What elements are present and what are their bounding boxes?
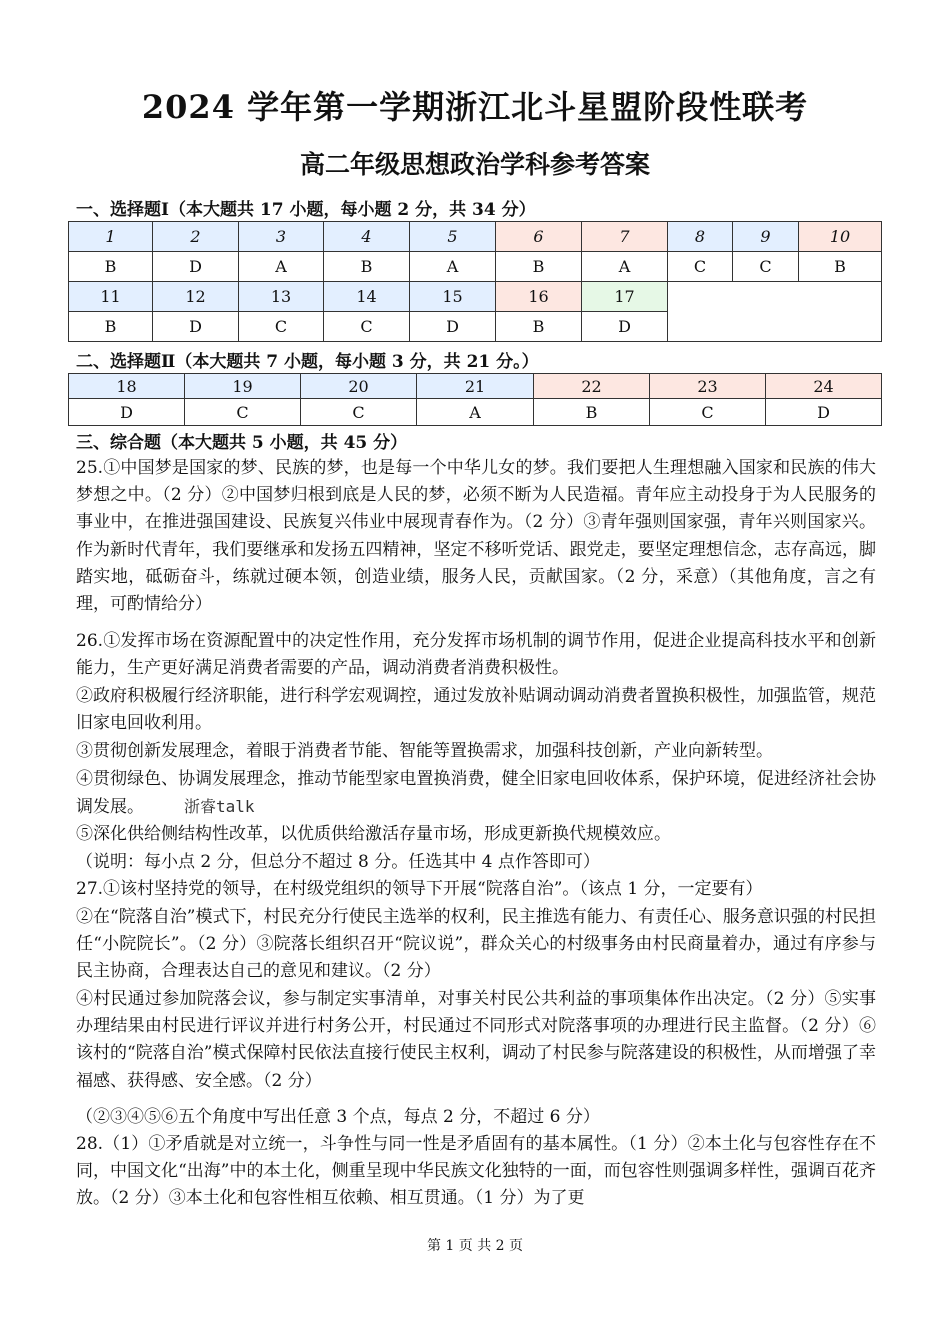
- answer-26-point-4: [76, 766, 876, 821]
- answer-cell: A: [582, 252, 668, 282]
- answer-cell: D: [69, 399, 185, 426]
- page-subtitle: 高二年级思想政治学科参考答案: [299, 150, 650, 179]
- answer-cell: C: [185, 399, 301, 426]
- question-number: 11: [69, 282, 153, 312]
- section1-answer-table: [68, 221, 882, 342]
- question-number: 13: [239, 282, 324, 312]
- answer-28: 28.（1）①矛盾就是对立统一，斗争性与同一性是矛盾固有的基本属性。（1 分）②本土化与包容性存在不同，中国文化“出海”中的本土化，侧重呈现中华民族文化独特的一面，而包容性则强调多样性，强调百花齐放。（2 分）③本土化和包容性相互依赖、相互贯通。（1 分）为了更: [76, 1134, 876, 1209]
- table-row: [69, 222, 882, 252]
- answer-cell: C: [301, 399, 417, 426]
- answer-27-note: （②③④⑤⑥五个角度中写出任意 3 个点，每点 2 分，不超过 6 分）: [76, 1107, 600, 1127]
- question-number: 21: [417, 374, 534, 399]
- answer-25: [76, 455, 876, 618]
- question-number: 17: [582, 282, 668, 312]
- table-row: [69, 399, 882, 426]
- answer-cell: A: [417, 399, 534, 426]
- question-number: 15: [410, 282, 496, 312]
- question-number: 5: [410, 222, 496, 252]
- page-footer: 第 1 页 共 2 页: [426, 1238, 524, 1254]
- answer-27-point-1-note: （该点 1 分，一定要有）: [579, 879, 763, 899]
- answer-cell: C: [668, 252, 733, 282]
- answer-cell: C: [324, 312, 410, 342]
- question-number: 23: [650, 374, 766, 399]
- answer-cell: B: [496, 252, 582, 282]
- question-number: 7: [582, 222, 668, 252]
- watermark-text: 浙睿talk: [184, 797, 255, 817]
- question-number: 6: [496, 222, 582, 252]
- question-number: 18: [69, 374, 185, 399]
- question-number: 10: [799, 222, 882, 252]
- table-row: [69, 252, 882, 282]
- answer-27-point-1-text: 27.①该村坚持党的领导，在村级党组织的领导下开展“院落自治”。: [76, 879, 580, 899]
- answer-25-note: （其他角度，言之有理，可酌情给分）: [76, 566, 877, 615]
- question-number: 2: [153, 222, 239, 252]
- table-row: [69, 374, 882, 399]
- answer-27-points-4-6: ④村民通过参加院落会议，参与制定实事清单，对事关村民公共利益的事项集体作出决定。（2 分）⑤实事办理结果由村民进行评议并进行村务公开，村民通过不同形式对院落事项的办理进行民主监督。（2 分）⑥该村的“院落自治”模式保障村民依法直接行使民主权利，调动了村民参与院落建设的积极性，从而增强了幸福感、获得感、安全感。（2 分）: [76, 989, 876, 1091]
- question-number: 12: [153, 282, 239, 312]
- question-number: 1: [69, 222, 153, 252]
- question-number: 8: [668, 222, 733, 252]
- answer-cell: B: [69, 312, 153, 342]
- answer-26-point-3: ③贯彻创新发展理念，着眼于消费者节能、智能等置换需求，加强科技创新，产业向新转型。: [76, 741, 773, 761]
- answer-26-point-2: ②政府积极履行经济职能，进行科学宏观调控，通过发放补贴调动调动消费者置换积极性，加强监管，规范旧家电回收利用。: [76, 686, 876, 734]
- empty-cell: [668, 282, 882, 342]
- table-row: [69, 282, 882, 312]
- answer-26-point-1: 26.①发挥市场在资源配置中的决定性作用，充分发挥市场机制的调节作用，促进企业提高科技水平和创新能力，生产更好满足消费者需要的产品，调动消费者消费积极性。: [76, 631, 876, 679]
- answer-cell: A: [239, 252, 324, 282]
- answer-cell: B: [799, 252, 882, 282]
- answer-cell: B: [496, 312, 582, 342]
- answer-cell: B: [534, 399, 650, 426]
- question-number: 3: [239, 222, 324, 252]
- answer-25-text: 25.①中国梦是国家的梦、民族的梦，也是每一个中华儿女的梦。我们要把人生理想融入国家和民族的伟大梦想之中。（2 分）②中国梦归根到底是人民的梦，必须不断为人民造福。青年应主动投身于为人民服务的事业中，在推进强国建设、民族复兴伟业中展现青春作为。（2 分）③青年强则国家强，青年兴则国家兴。作为新时代青年，我们要继承和发扬五四精神，坚定不移听党话、跟党走，要坚定理想信念，志存高远，脚踏实地，砥砺奋斗，练就过硬本领，创造业绩，服务人民，贡献国家。（2 分，采意）: [76, 458, 876, 587]
- question-number: 20: [301, 374, 417, 399]
- page-title: 2024 学年第一学期浙江北斗星盟阶段性联考: [141, 88, 809, 126]
- section2-heading: 二、选择题Ⅱ（本大题共 7 小题，每小题 3 分，共 21 分。）: [76, 352, 539, 372]
- answer-27-points-2-3: ②在“院落自治”模式下，村民充分行使民主选举的权利，民主推选有能力、有责任心、服务意识强的村民担任“小院院长”。（2 分）③院落长组织召开“院议说”，群众关心的村级事务由村民商量着办，通过有序参与民主协商，合理表达自己的意见和建议。（2 分）: [76, 907, 876, 982]
- question-number: 14: [324, 282, 410, 312]
- question-number: 4: [324, 222, 410, 252]
- answer-cell: D: [410, 312, 496, 342]
- answer-26-note: （说明：每小点 2 分，但总分不超过 8 分。任选其中 4 点作答即可）: [76, 852, 600, 872]
- answer-cell: C: [733, 252, 799, 282]
- answer-cell: C: [650, 399, 766, 426]
- answer-cell: A: [410, 252, 496, 282]
- answer-26-point-4-text: ④贯彻绿色、协调发展理念，推动节能型家电置换消费，健全旧家电回收体系，保护环境，促进经济社会协调发展。: [76, 769, 876, 818]
- answer-cell: B: [324, 252, 410, 282]
- question-number: 9: [733, 222, 799, 252]
- section1-heading: 一、选择题Ⅰ（本大题共 17 小题，每小题 2 分，共 34 分）: [76, 200, 536, 220]
- section2-answer-table: [68, 373, 882, 426]
- answer-cell: D: [153, 312, 239, 342]
- answer-27-point-1: [76, 876, 876, 903]
- section3-heading: 三、综合题（本大题共 5 小题，共 45 分）: [76, 433, 408, 453]
- question-number: 19: [185, 374, 301, 399]
- question-number: 16: [496, 282, 582, 312]
- answer-cell: D: [582, 312, 668, 342]
- question-number: 22: [534, 374, 650, 399]
- answer-cell: C: [239, 312, 324, 342]
- answer-cell: B: [69, 252, 153, 282]
- question-number: 24: [766, 374, 882, 399]
- answer-26-point-5: ⑤深化供给侧结构性改革，以优质供给激活存量市场，形成更新换代规模效应。: [76, 824, 671, 844]
- answer-cell: D: [153, 252, 239, 282]
- answer-cell: D: [766, 399, 882, 426]
